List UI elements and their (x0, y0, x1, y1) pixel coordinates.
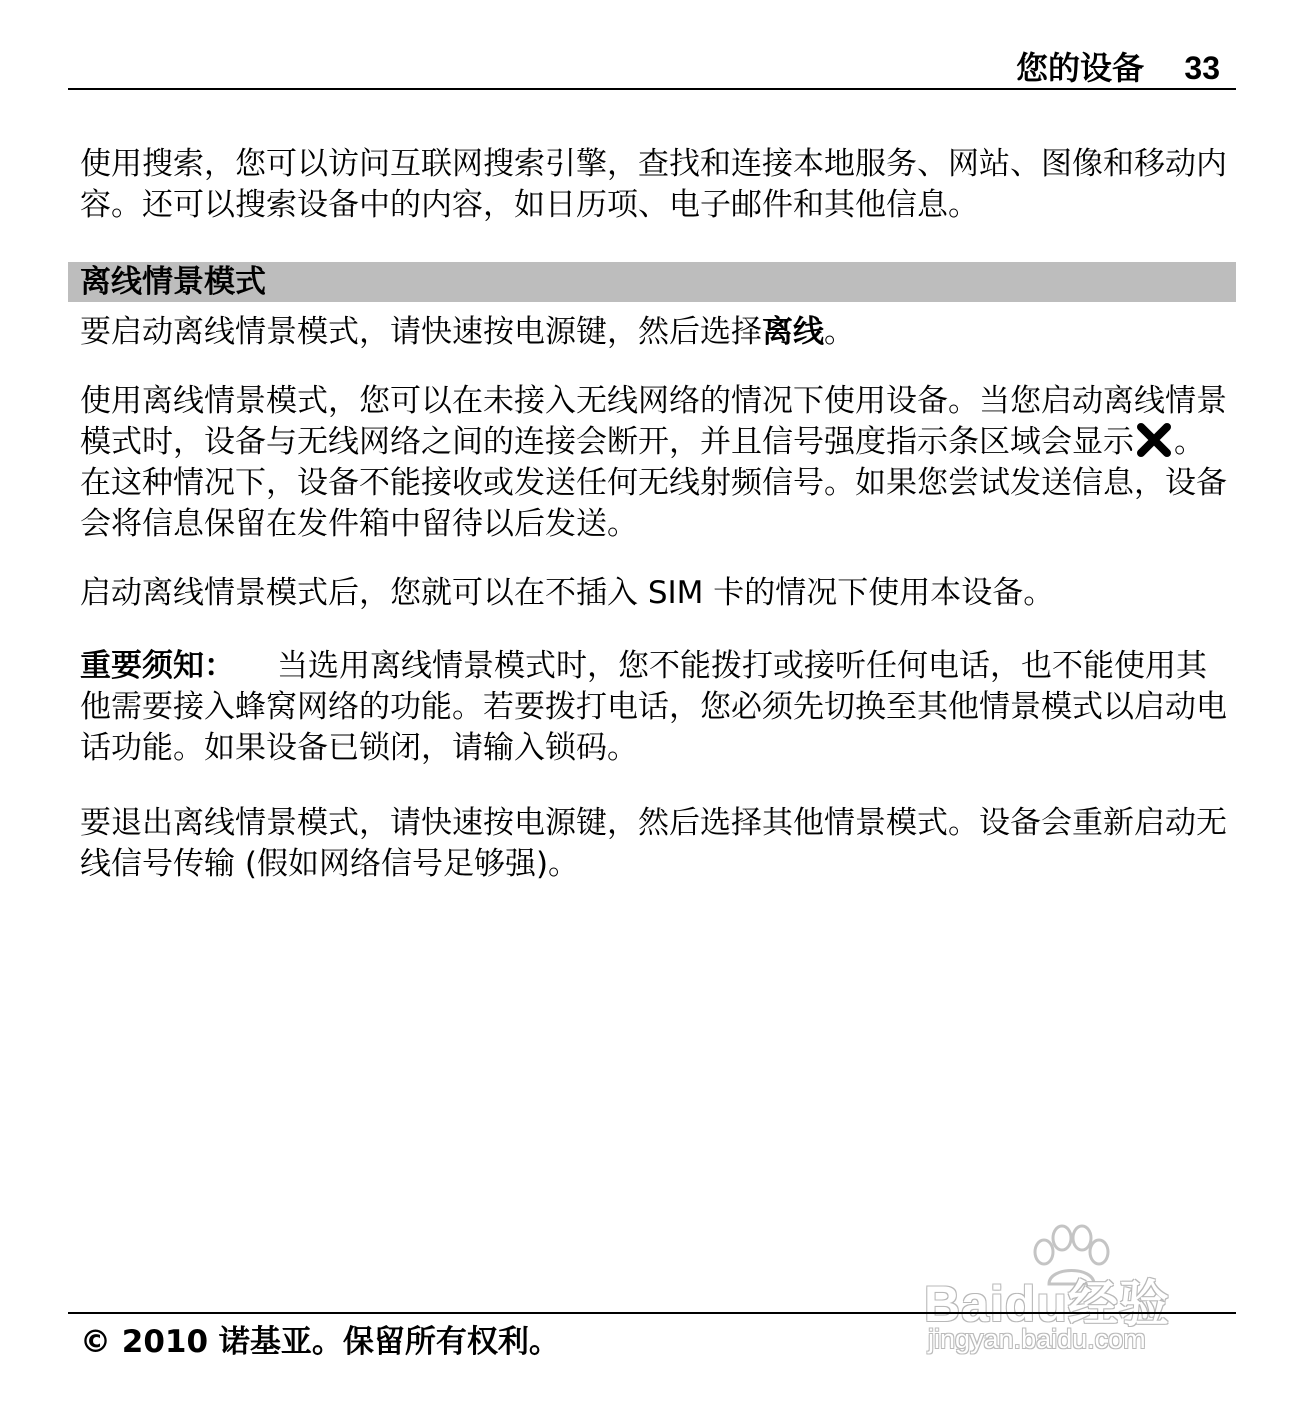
offline-usage-paragraph (80, 381, 1228, 545)
watermark-url: jingyan.baidu.com (928, 1324, 1146, 1354)
baidu-jingyan-watermark (924, 1222, 1224, 1372)
copyright-notice: © 2010 诺基亚。保留所有权利。 (80, 1324, 560, 1360)
offline-usage-text-continued: 。在这种情况下，设备不能接收或发送任何无线射频信号。如果您尝试发送信息，设备会将信息保留在发件箱中留待以后发送。 (80, 424, 1227, 542)
watermark-logo: Baidu经验 (924, 1276, 1170, 1332)
start-offline-text: 要启动离线情景模式，请快速按电源键，然后选择 (80, 314, 762, 350)
important-note-paragraph (80, 646, 1228, 769)
start-offline-paragraph (80, 312, 1228, 353)
offline-usage-text: 使用离线情景模式，您可以在未接入无线网络的情况下使用设备。当您启动离线情景模式时，设备与无线网络之间的连接会断开，并且信号强度指示条区域会显示 (80, 383, 1227, 460)
footer-divider (68, 1312, 1236, 1314)
important-note-text: 当选用离线情景模式时，您不能拨打或接听任何电话，也不能使用其他需要接入蜂窝网络的功能。若要拨打电话，您必须先切换至其他情景模式以启动电话功能。如果设备已锁闭，请输入锁码。 (80, 648, 1227, 766)
offline-option-label: 离线 (762, 314, 824, 350)
search-paragraph: 使用搜索，您可以访问互联网搜索引擎，查找和连接本地服务、网站、图像和移动内容。还可以搜索设备中的内容，如日历项、电子邮件和其他信息。 (80, 146, 1227, 223)
section-heading-offline-profile: 离线情景模式 (68, 262, 1236, 302)
exit-offline-paragraph: 要退出离线情景模式，请快速按电源键，然后选择其他情景模式。设备会重新启动无线信号传输 (假如网络信号足够强)。 (80, 805, 1227, 882)
chapter-title: 您的设备 (1015, 49, 1144, 87)
page-number: 33 (1184, 50, 1220, 86)
page-content (80, 144, 1228, 885)
sim-paragraph: 启动离线情景模式后，您就可以在不插入 SIM 卡的情况下使用本设备。 (80, 575, 1055, 611)
start-offline-suffix: 。 (824, 314, 855, 350)
x-mark-icon (1136, 422, 1172, 458)
page-header (68, 40, 1236, 90)
important-note-label: 重要须知： (80, 648, 235, 684)
